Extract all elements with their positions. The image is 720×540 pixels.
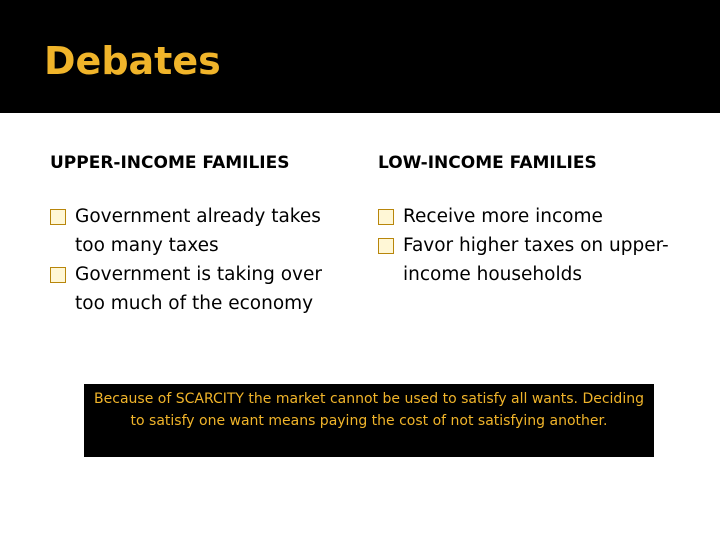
bullet-square-icon	[378, 209, 394, 225]
list-item	[378, 202, 678, 231]
list-item-text: Favor higher taxes on upper-income households	[403, 235, 669, 285]
slide-title: Debates	[44, 39, 221, 83]
title-bar	[0, 0, 720, 113]
bullet-square-icon	[378, 238, 394, 254]
low-income-list	[378, 202, 678, 289]
list-item	[378, 231, 678, 289]
list-item	[50, 202, 350, 260]
bullet-square-icon	[50, 267, 66, 283]
list-item	[50, 260, 350, 318]
list-item-text: Receive more income	[403, 206, 603, 227]
list-item-text: Government is taking over too much of the economy	[75, 264, 322, 314]
list-item-text: Government already takes too many taxes	[75, 206, 321, 256]
scarcity-callout: Because of SCARCITY the market cannot be used to satisfy all wants. Deciding to satisfy one want means paying the cost of not satisfying another.	[84, 384, 654, 457]
upper-income-heading: UPPER-INCOME FAMILIES	[50, 153, 290, 173]
bullet-square-icon	[50, 209, 66, 225]
upper-income-list	[50, 202, 350, 318]
low-income-heading: LOW-INCOME FAMILIES	[378, 153, 597, 173]
